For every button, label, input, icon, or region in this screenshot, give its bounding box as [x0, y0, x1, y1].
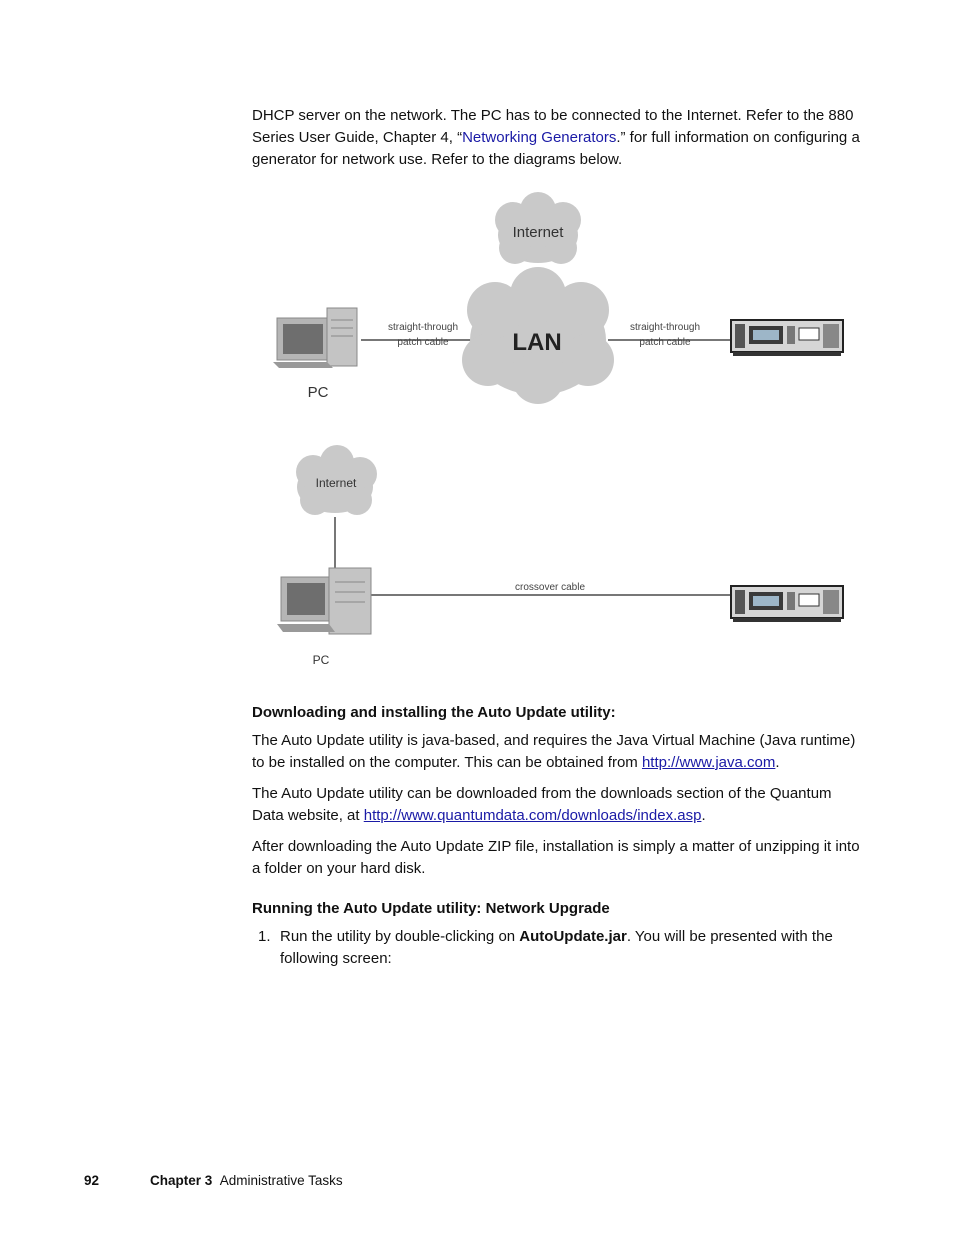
generator-device-icon-2 — [731, 586, 843, 622]
autoupdate-jar-filename: AutoUpdate.jar — [519, 928, 627, 945]
java-text-end: . — [775, 754, 780, 771]
footer-chapter-title: Administrative Tasks — [219, 1173, 343, 1188]
page-number: 92 — [84, 1173, 100, 1188]
paragraph-java-requirement — [252, 730, 864, 774]
internet-cloud-icon — [495, 192, 581, 264]
quantumdata-downloads-link[interactable]: http://www.quantumdata.com/downloads/index.asp — [363, 807, 702, 824]
paragraph-download-location — [252, 783, 864, 827]
pc-label: PC — [307, 384, 329, 401]
intro-text-2: .” for full information on configuring a generator for network use. Refer to the diagrams below. — [252, 129, 860, 168]
footer-chapter: Chapter 3 — [150, 1173, 213, 1188]
list-item — [258, 926, 864, 970]
pc-computer-icon-2 — [277, 568, 371, 667]
pc-label-2: PC — [312, 653, 330, 667]
download-text: The Auto Update utility can be downloaded from the downloads section of the Quantum Data website, at — [252, 785, 832, 824]
download-text-end: . — [701, 807, 706, 824]
network-diagram-crossover — [263, 442, 845, 670]
lan-cloud-icon — [462, 267, 614, 404]
generator-device-icon — [731, 320, 843, 356]
step-text-after: . You will be presented with the following screen: — [280, 928, 833, 967]
section-heading-download: Downloading and installing the Auto Update utility: — [252, 704, 616, 721]
paragraph-installation: After downloading the Auto Update ZIP file, installation is simply a matter of unzipping it into a folder on your hard disk. — [252, 838, 860, 877]
right-cable-label-2: patch cable — [639, 337, 691, 348]
lan-label: LAN — [512, 329, 562, 356]
right-cable-label-1: straight-through — [629, 322, 701, 333]
step-text-before: Run the utility by double-clicking on — [280, 928, 520, 945]
pc-computer-icon — [273, 308, 357, 401]
step-number: 1. — [258, 928, 271, 945]
section-heading-network-upgrade: Running the Auto Update utility: Network Upgrade — [252, 900, 610, 917]
running-footer — [150, 1172, 343, 1190]
left-cable-label-1: straight-through — [387, 322, 459, 333]
internet-cloud-icon-2 — [296, 445, 377, 515]
network-diagram-lan — [263, 190, 845, 410]
internet-label: Internet — [512, 224, 564, 241]
intro-paragraph — [252, 105, 864, 171]
networking-generators-link[interactable]: Networking Generators — [462, 129, 617, 146]
java-link[interactable]: http://www.java.com — [641, 754, 776, 771]
left-cable-label-2: patch cable — [397, 337, 449, 348]
internet-label-2: Internet — [315, 476, 357, 490]
java-text: The Auto Update utility is java-based, and requires the Java Virtual Machine (Java runtime) to be installed on the computer. This can be obtained from — [252, 732, 856, 771]
crossover-cable-label: crossover cable — [514, 582, 586, 593]
intro-text-1: DHCP server on the network. The PC has to be connected to the Internet. Refer to the 880 Series User Guide, Chapter 4, “ — [252, 107, 854, 146]
step-text — [280, 926, 864, 970]
